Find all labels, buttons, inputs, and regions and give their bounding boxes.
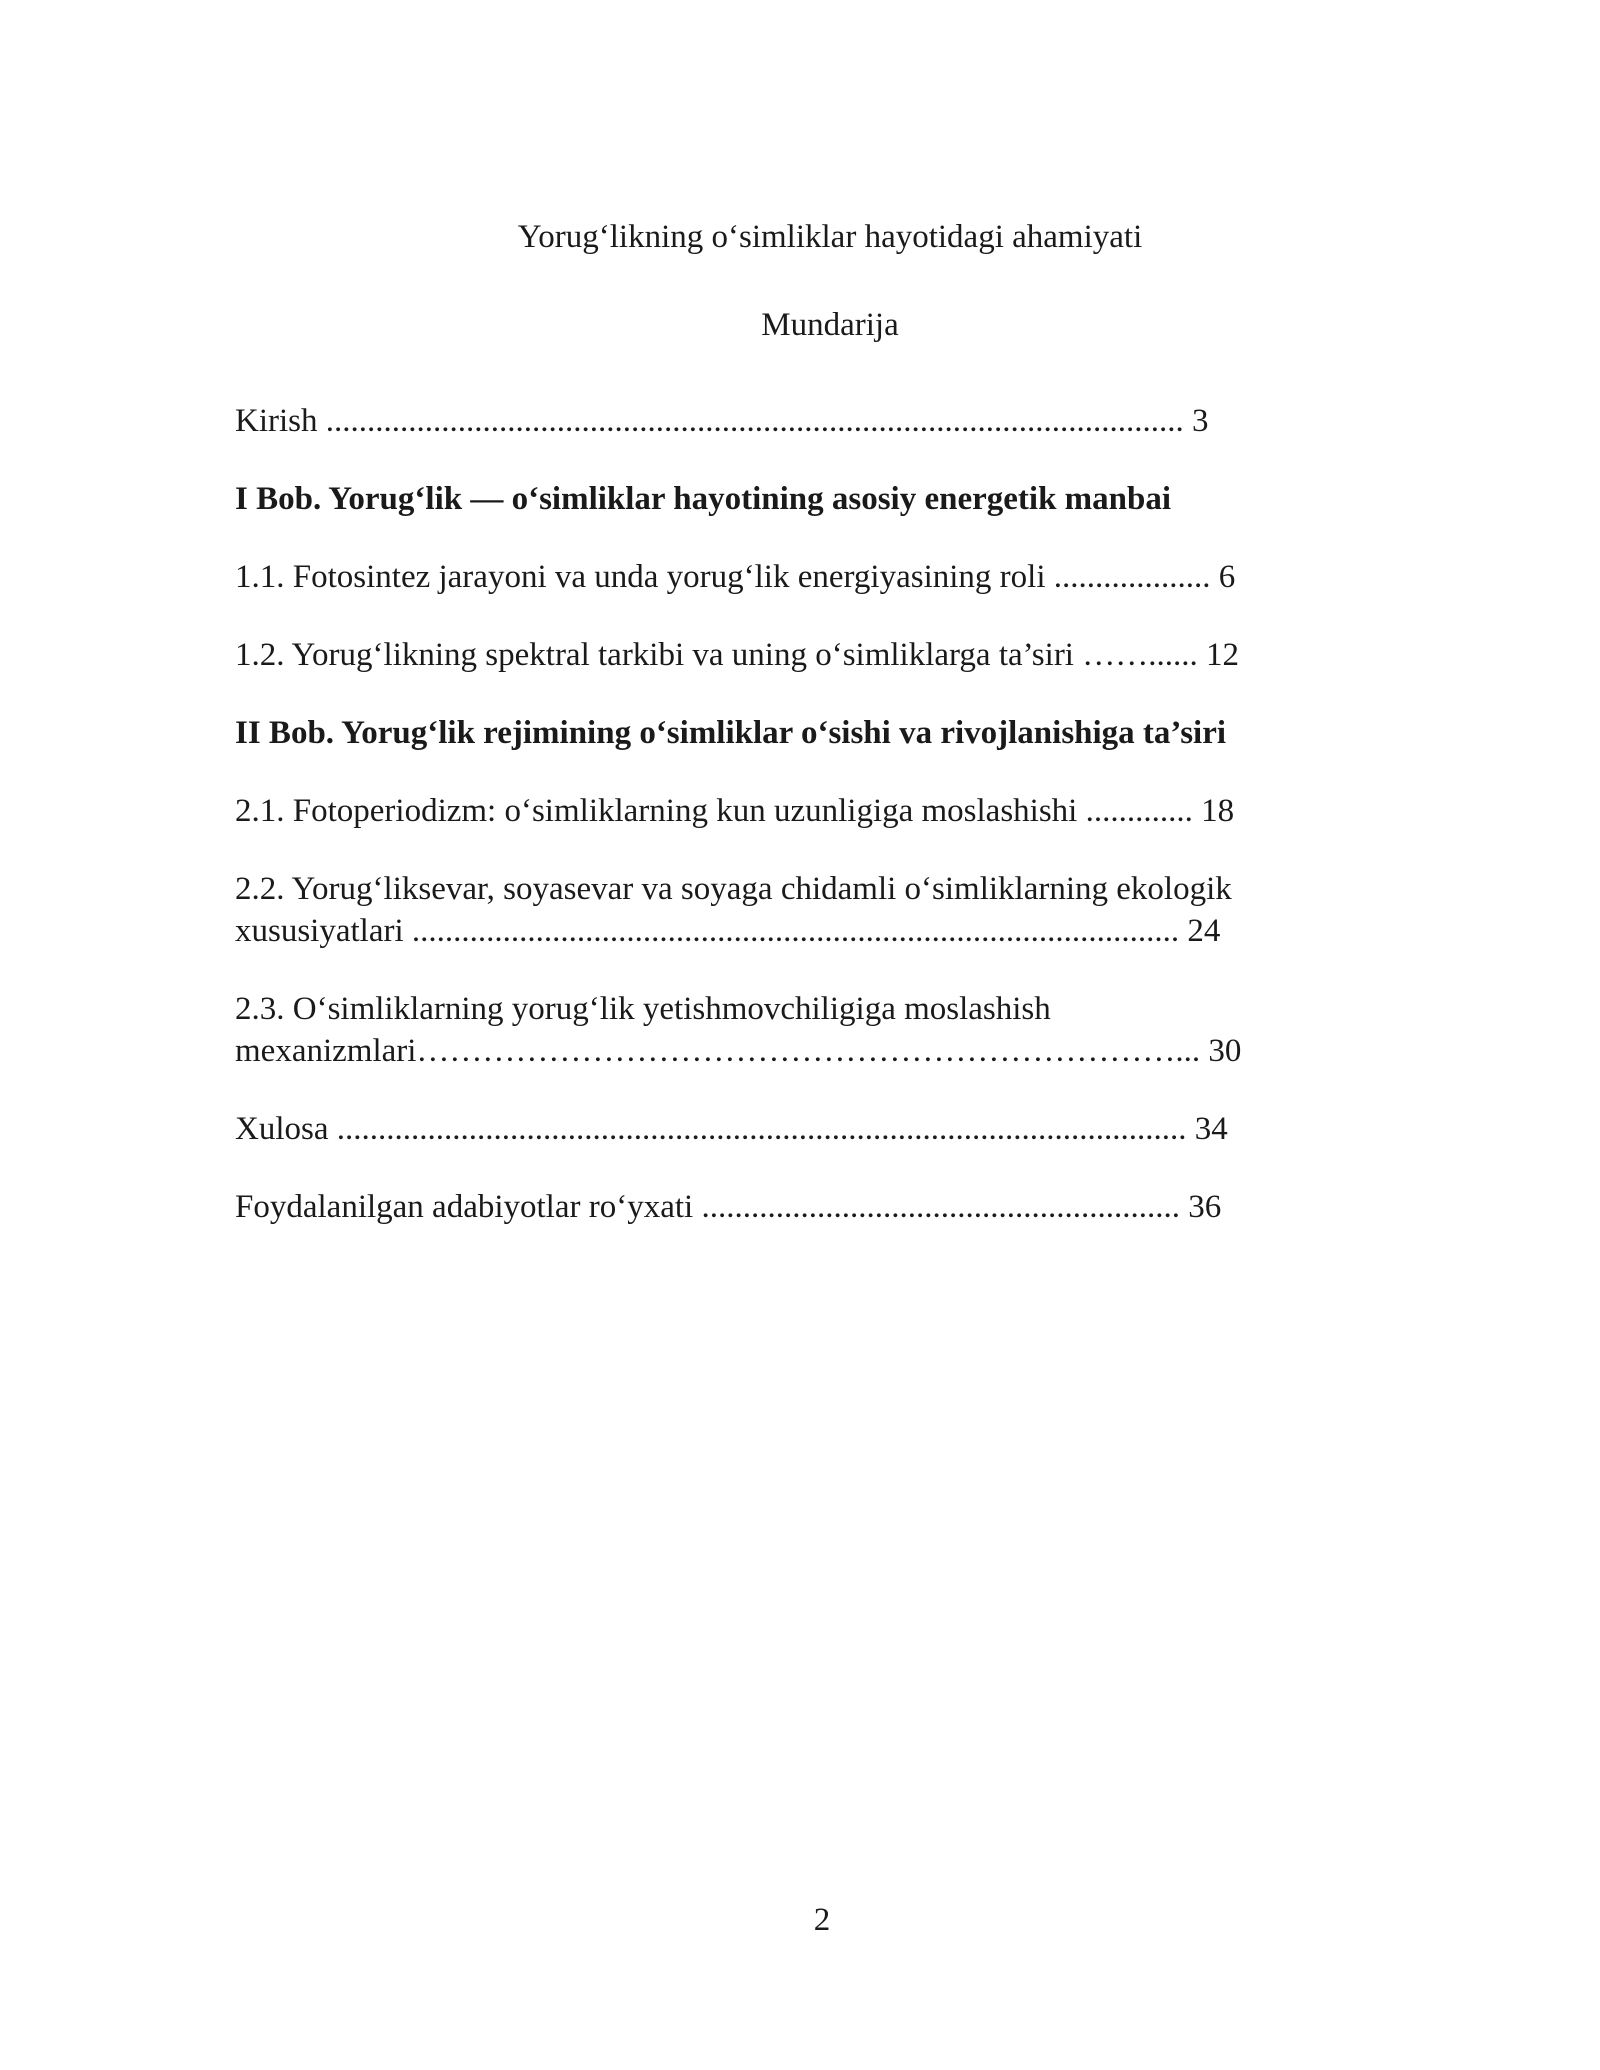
- toc-entry-1-2[interactable]: 1.2. Yorug‘likning spektral tarkibi va uning o‘simliklarga ta’siri ……...... 12: [235, 637, 1239, 673]
- toc-entry-2-2-line2[interactable]: xususiyatlari ............................................................................................. 24: [235, 913, 1221, 949]
- toc-chapter-2[interactable]: II Bob. Yorug‘lik rejimining o‘simliklar o‘sishi va rivojlanishiga ta’siri: [235, 715, 1227, 751]
- toc-entry-xulosa[interactable]: Xulosa ....................................................................................................... 34: [235, 1111, 1228, 1147]
- toc-entry-2-3-line2[interactable]: mexanizmlari……………………………………………………………... 30: [235, 1033, 1242, 1069]
- page-number: 2: [813, 1902, 831, 1938]
- toc-entry-1-1[interactable]: 1.1. Fotosintez jarayoni va unda yorug‘lik energiyasining roli ................... 6: [235, 559, 1236, 595]
- document-title: Yorug‘likning o‘simliklar hayotidagi ahamiyati: [517, 219, 1143, 255]
- toc-heading: Mundarija: [761, 307, 899, 343]
- toc-entry-kirish[interactable]: Kirish ........................................................................................................ 3: [235, 403, 1209, 439]
- toc-entry-2-2-line1[interactable]: 2.2. Yorug‘liksevar, soyasevar va soyaga chidamli o‘simliklarning ekologik: [235, 871, 1232, 907]
- toc-entry-2-3-line1[interactable]: 2.3. O‘simliklarning yorug‘lik yetishmovchiligiga moslashish: [235, 991, 1051, 1027]
- toc-chapter-1[interactable]: I Bob. Yorug‘lik — o‘simliklar hayotining asosiy energetik manbai: [235, 481, 1172, 517]
- toc-entry-bibliography[interactable]: Foydalanilgan adabiyotlar ro‘yxati .......................................................... 36: [235, 1189, 1222, 1225]
- toc-entry-2-1[interactable]: 2.1. Fotoperiodizm: o‘simliklarning kun uzunligiga moslashishi ............. 18: [235, 793, 1235, 829]
